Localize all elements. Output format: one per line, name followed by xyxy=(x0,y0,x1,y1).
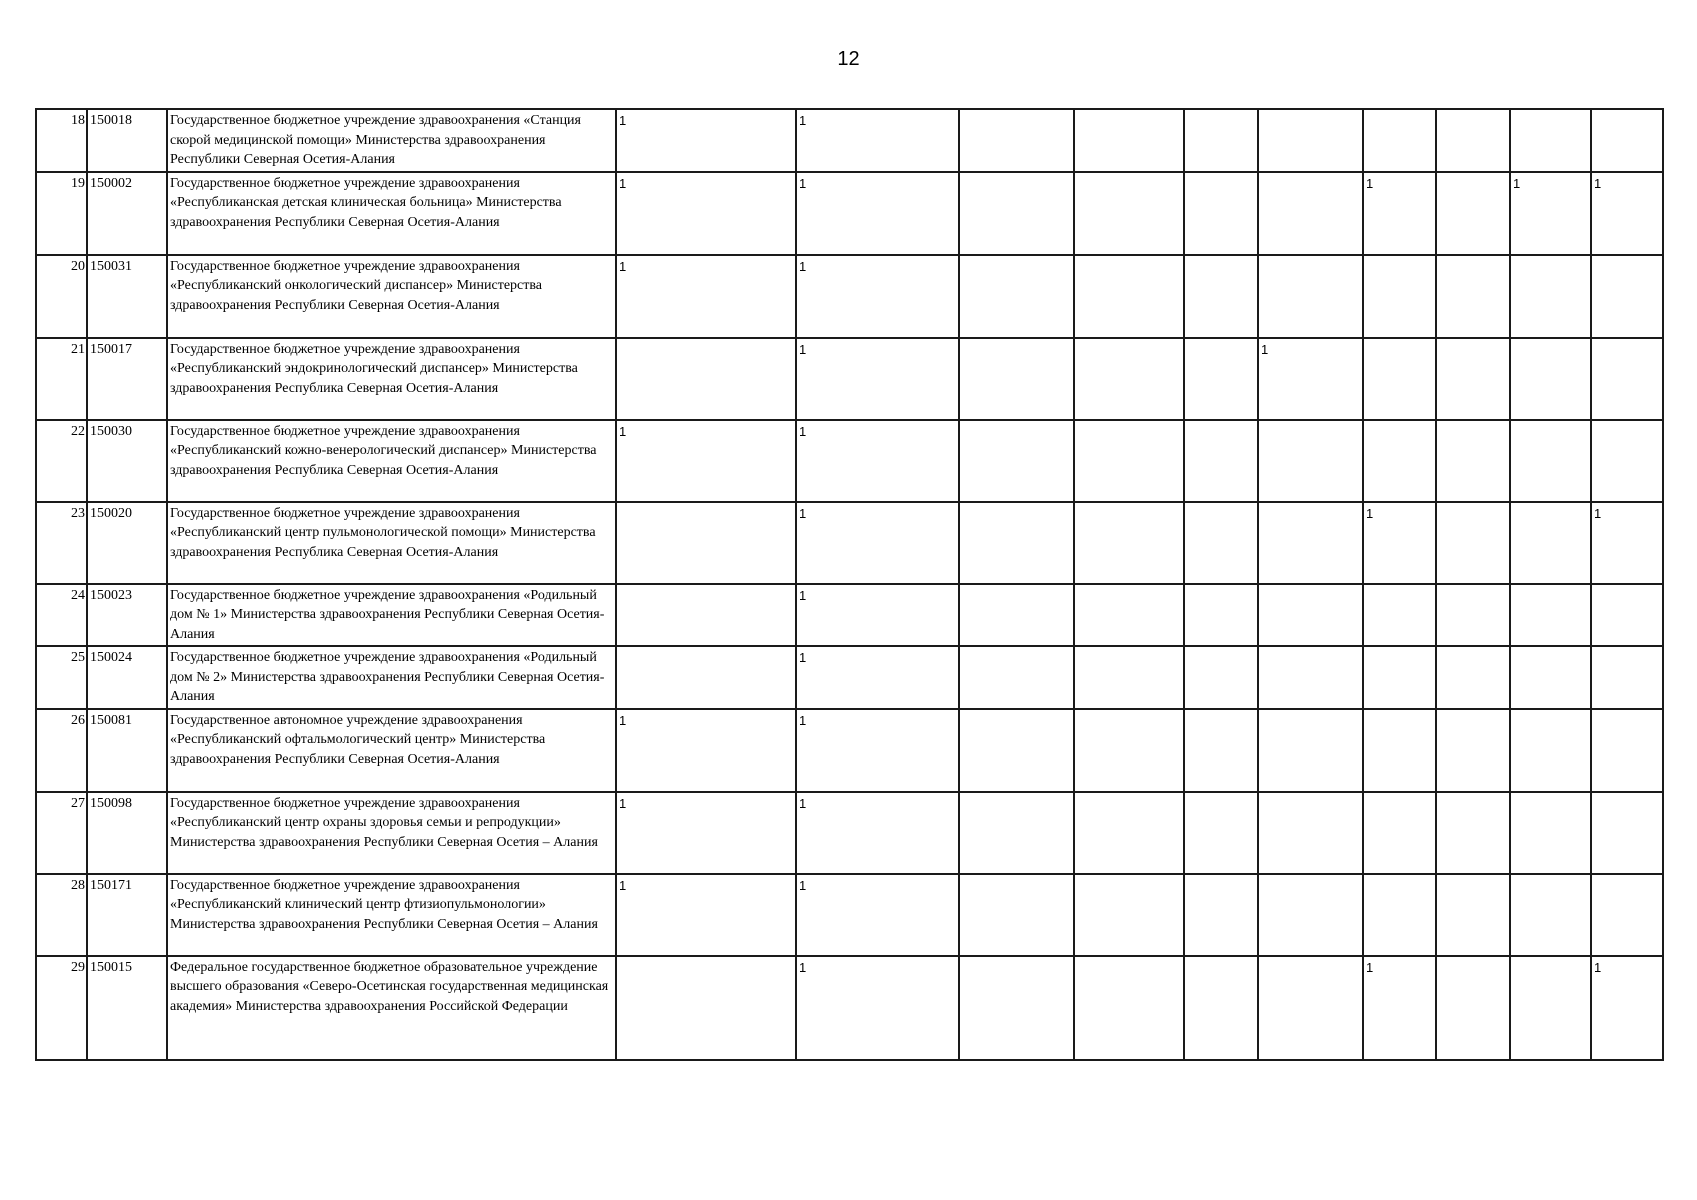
institution-name-cell: Государственное бюджетное учреждение здравоохранения «Республиканский кожно-венерологический диспансер» Министерства здравоохранения Республика Северная Осетия-Алания xyxy=(167,420,616,502)
row-number-cell: 28 xyxy=(36,874,87,956)
value-cell-7 xyxy=(1363,109,1436,172)
value-cell-2: 1 xyxy=(796,584,959,647)
value-cell-3 xyxy=(959,109,1074,172)
value-cell-1 xyxy=(616,956,796,1060)
value-cell-4 xyxy=(1074,255,1184,338)
value-cell-3 xyxy=(959,584,1074,647)
value-cell-6 xyxy=(1258,109,1363,172)
institution-name-cell: Государственное бюджетное учреждение здравоохранения «Республиканский центр охраны здоровья семьи и репродукции» Министерства здравоохранения Республики Северная Осетия – Алания xyxy=(167,792,616,874)
value-cell-1 xyxy=(616,338,796,420)
institution-name-cell: Государственное бюджетное учреждение здравоохранения «Родильный дом № 1» Министерства здравоохранения Республики Северная Осетия-Алания xyxy=(167,584,616,647)
value-cell-8 xyxy=(1436,172,1510,255)
row-number-cell: 18 xyxy=(36,109,87,172)
row-number-cell: 23 xyxy=(36,502,87,584)
page-number: 12 xyxy=(837,48,860,70)
value-cell-5 xyxy=(1184,874,1258,956)
value-cell-5 xyxy=(1184,255,1258,338)
value-cell-1: 1 xyxy=(616,420,796,502)
institution-code-cell: 150098 xyxy=(87,792,167,874)
institution-code-cell: 150171 xyxy=(87,874,167,956)
value-cell-2: 1 xyxy=(796,646,959,709)
value-cell-7 xyxy=(1363,255,1436,338)
value-cell-3 xyxy=(959,172,1074,255)
value-cell-3 xyxy=(959,874,1074,956)
table-row xyxy=(36,172,1663,255)
table-row xyxy=(36,792,1663,874)
value-cell-2: 1 xyxy=(796,709,959,792)
value-cell-3 xyxy=(959,255,1074,338)
value-cell-8 xyxy=(1436,109,1510,172)
value-cell-10: 1 xyxy=(1591,502,1663,584)
row-number-cell: 21 xyxy=(36,338,87,420)
value-cell-1: 1 xyxy=(616,709,796,792)
institution-name-cell: Федеральное государственное бюджетное образовательное учреждение высшего образования «Северо-Осетинская государственная медицинская академия» Министерства здравоохранения Российской Федерации xyxy=(167,956,616,1060)
institution-code-cell: 150015 xyxy=(87,956,167,1060)
value-cell-6 xyxy=(1258,255,1363,338)
value-cell-5 xyxy=(1184,172,1258,255)
value-cell-9 xyxy=(1510,255,1591,338)
institutions-table xyxy=(35,108,1664,1061)
value-cell-1 xyxy=(616,584,796,647)
row-number-cell: 24 xyxy=(36,584,87,647)
value-cell-7: 1 xyxy=(1363,172,1436,255)
row-number-cell: 22 xyxy=(36,420,87,502)
value-cell-9 xyxy=(1510,109,1591,172)
value-cell-10 xyxy=(1591,874,1663,956)
institution-code-cell: 150081 xyxy=(87,709,167,792)
value-cell-3 xyxy=(959,502,1074,584)
row-number-cell: 19 xyxy=(36,172,87,255)
value-cell-4 xyxy=(1074,646,1184,709)
value-cell-6 xyxy=(1258,874,1363,956)
value-cell-6 xyxy=(1258,584,1363,647)
value-cell-8 xyxy=(1436,709,1510,792)
value-cell-6 xyxy=(1258,646,1363,709)
value-cell-4 xyxy=(1074,338,1184,420)
value-cell-10: 1 xyxy=(1591,956,1663,1060)
value-cell-2: 1 xyxy=(796,255,959,338)
value-cell-1: 1 xyxy=(616,874,796,956)
value-cell-9 xyxy=(1510,956,1591,1060)
value-cell-4 xyxy=(1074,584,1184,647)
value-cell-8 xyxy=(1436,956,1510,1060)
value-cell-8 xyxy=(1436,874,1510,956)
value-cell-2: 1 xyxy=(796,172,959,255)
institution-name-cell: Государственное бюджетное учреждение здравоохранения «Республиканский центр пульмонологической помощи» Министерства здравоохранения Республика Северная Осетия-Алания xyxy=(167,502,616,584)
institution-code-cell: 150023 xyxy=(87,584,167,647)
value-cell-8 xyxy=(1436,255,1510,338)
table-row xyxy=(36,874,1663,956)
value-cell-7 xyxy=(1363,584,1436,647)
value-cell-3 xyxy=(959,709,1074,792)
value-cell-6 xyxy=(1258,502,1363,584)
value-cell-8 xyxy=(1436,338,1510,420)
value-cell-2: 1 xyxy=(796,109,959,172)
value-cell-9 xyxy=(1510,646,1591,709)
table-row xyxy=(36,584,1663,647)
institution-code-cell: 150002 xyxy=(87,172,167,255)
institution-code-cell: 150031 xyxy=(87,255,167,338)
value-cell-7 xyxy=(1363,709,1436,792)
value-cell-3 xyxy=(959,956,1074,1060)
value-cell-10 xyxy=(1591,792,1663,874)
institution-name-cell: Государственное бюджетное учреждение здравоохранения «Республиканский онкологический диспансер» Министерства здравоохранения Республики Северная Осетия-Алания xyxy=(167,255,616,338)
institution-code-cell: 150024 xyxy=(87,646,167,709)
row-number-cell: 29 xyxy=(36,956,87,1060)
value-cell-3 xyxy=(959,646,1074,709)
value-cell-5 xyxy=(1184,420,1258,502)
value-cell-4 xyxy=(1074,709,1184,792)
value-cell-5 xyxy=(1184,709,1258,792)
row-number-cell: 20 xyxy=(36,255,87,338)
value-cell-8 xyxy=(1436,420,1510,502)
value-cell-4 xyxy=(1074,956,1184,1060)
value-cell-10 xyxy=(1591,109,1663,172)
value-cell-2: 1 xyxy=(796,874,959,956)
value-cell-1: 1 xyxy=(616,255,796,338)
table-row xyxy=(36,338,1663,420)
value-cell-3 xyxy=(959,420,1074,502)
institution-name-cell: Государственное бюджетное учреждение здравоохранения «Республиканская детская клиническая больница» Министерства здравоохранения Республики Северная Осетия-Алания xyxy=(167,172,616,255)
value-cell-6 xyxy=(1258,792,1363,874)
value-cell-2: 1 xyxy=(796,420,959,502)
value-cell-9 xyxy=(1510,874,1591,956)
value-cell-2: 1 xyxy=(796,956,959,1060)
value-cell-7 xyxy=(1363,792,1436,874)
value-cell-9 xyxy=(1510,792,1591,874)
value-cell-4 xyxy=(1074,420,1184,502)
row-number-cell: 25 xyxy=(36,646,87,709)
value-cell-2: 1 xyxy=(796,792,959,874)
table-row xyxy=(36,255,1663,338)
value-cell-10 xyxy=(1591,584,1663,647)
value-cell-7 xyxy=(1363,338,1436,420)
value-cell-10: 1 xyxy=(1591,172,1663,255)
value-cell-10 xyxy=(1591,420,1663,502)
value-cell-3 xyxy=(959,338,1074,420)
value-cell-1: 1 xyxy=(616,172,796,255)
institution-code-cell: 150030 xyxy=(87,420,167,502)
value-cell-4 xyxy=(1074,792,1184,874)
value-cell-5 xyxy=(1184,646,1258,709)
institution-name-cell: Государственное бюджетное учреждение здравоохранения «Родильный дом № 2» Министерства здравоохранения Республики Северная Осетия-Алания xyxy=(167,646,616,709)
value-cell-4 xyxy=(1074,172,1184,255)
value-cell-8 xyxy=(1436,792,1510,874)
value-cell-3 xyxy=(959,792,1074,874)
value-cell-7 xyxy=(1363,646,1436,709)
value-cell-10 xyxy=(1591,646,1663,709)
value-cell-5 xyxy=(1184,109,1258,172)
value-cell-9 xyxy=(1510,709,1591,792)
table-row xyxy=(36,420,1663,502)
value-cell-8 xyxy=(1436,502,1510,584)
institution-name-cell: Государственное бюджетное учреждение здравоохранения «Республиканский клинический центр фтизиопульмонологии» Министерства здравоохранения Республики Северная Осетия – Алания xyxy=(167,874,616,956)
value-cell-4 xyxy=(1074,874,1184,956)
value-cell-9 xyxy=(1510,502,1591,584)
value-cell-4 xyxy=(1074,502,1184,584)
row-number-cell: 27 xyxy=(36,792,87,874)
institution-name-cell: Государственное автономное учреждение здравоохранения «Республиканский офтальмологический центр» Министерства здравоохранения Республики Северная Осетия-Алания xyxy=(167,709,616,792)
value-cell-8 xyxy=(1436,584,1510,647)
institution-code-cell: 150018 xyxy=(87,109,167,172)
value-cell-5 xyxy=(1184,956,1258,1060)
value-cell-6 xyxy=(1258,172,1363,255)
table-row xyxy=(36,646,1663,709)
institution-code-cell: 150020 xyxy=(87,502,167,584)
value-cell-10 xyxy=(1591,255,1663,338)
value-cell-9 xyxy=(1510,584,1591,647)
value-cell-1 xyxy=(616,502,796,584)
table-row xyxy=(36,502,1663,584)
institution-name-cell: Государственное бюджетное учреждение здравоохранения «Станция скорой медицинской помощи» Министерства здравоохранения Республики Северная Осетия-Алания xyxy=(167,109,616,172)
value-cell-5 xyxy=(1184,502,1258,584)
value-cell-4 xyxy=(1074,109,1184,172)
table-body xyxy=(36,109,1663,1060)
value-cell-7 xyxy=(1363,874,1436,956)
value-cell-2: 1 xyxy=(796,338,959,420)
value-cell-5 xyxy=(1184,584,1258,647)
value-cell-6 xyxy=(1258,709,1363,792)
value-cell-1: 1 xyxy=(616,109,796,172)
row-number-cell: 26 xyxy=(36,709,87,792)
value-cell-8 xyxy=(1436,646,1510,709)
value-cell-5 xyxy=(1184,792,1258,874)
value-cell-6: 1 xyxy=(1258,338,1363,420)
value-cell-7: 1 xyxy=(1363,502,1436,584)
value-cell-5 xyxy=(1184,338,1258,420)
value-cell-2: 1 xyxy=(796,502,959,584)
value-cell-9 xyxy=(1510,420,1591,502)
value-cell-9 xyxy=(1510,338,1591,420)
value-cell-6 xyxy=(1258,420,1363,502)
value-cell-7 xyxy=(1363,420,1436,502)
value-cell-9: 1 xyxy=(1510,172,1591,255)
value-cell-10 xyxy=(1591,338,1663,420)
table-row xyxy=(36,709,1663,792)
value-cell-6 xyxy=(1258,956,1363,1060)
table-row xyxy=(36,109,1663,172)
value-cell-10 xyxy=(1591,709,1663,792)
value-cell-1 xyxy=(616,646,796,709)
table-row xyxy=(36,956,1663,1060)
institution-name-cell: Государственное бюджетное учреждение здравоохранения «Республиканский эндокринологический диспансер» Министерства здравоохранения Республика Северная Осетия-Алания xyxy=(167,338,616,420)
value-cell-1: 1 xyxy=(616,792,796,874)
value-cell-7: 1 xyxy=(1363,956,1436,1060)
institution-code-cell: 150017 xyxy=(87,338,167,420)
